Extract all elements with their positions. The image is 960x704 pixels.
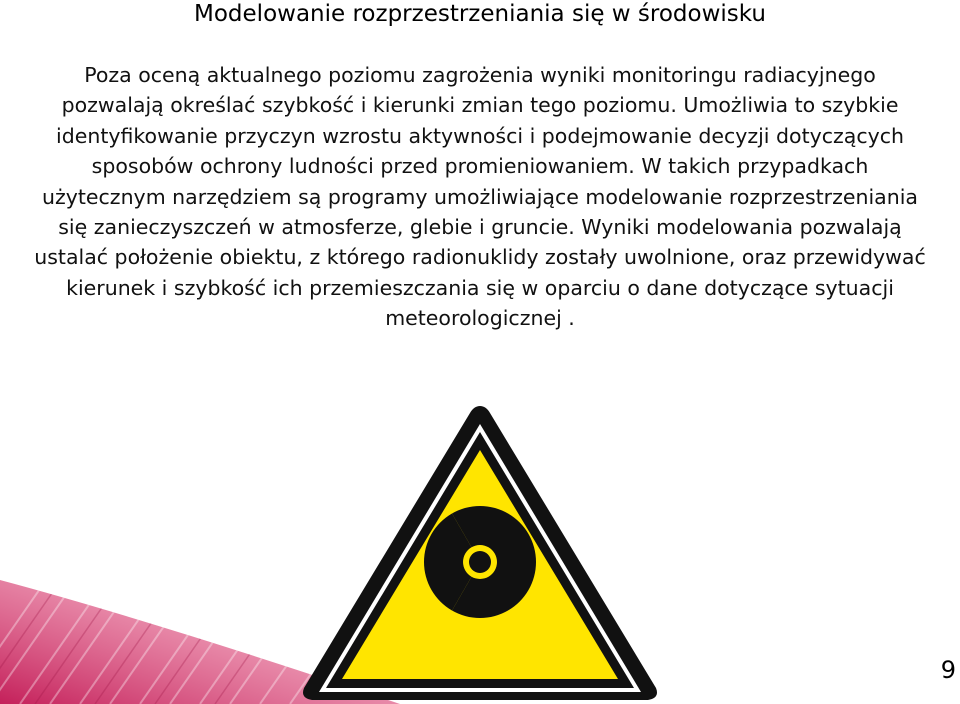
page-number: 9 bbox=[940, 656, 956, 684]
radiation-warning-icon bbox=[298, 402, 662, 704]
slide-title: Modelowanie rozprzestrzeniania się w środowisku bbox=[194, 1, 766, 27]
slide-body-text: Poza oceną aktualnego poziomu zagrożenia wyniki monitoringu radiacyjnego pozwalają określać szybkość i kierunki zmian tego poziomu. Umożliwia to szybkie identyfikowanie przyczyn wzrostu aktywności i podejmowanie decyzji dotyczących sposobów ochrony ludności przed promieniowaniem. W takich przypadkach użytecznym narzędziem są programy umożliwiające modelowanie rozprzestrzeniania się zanieczyszczeń w atmosferze, glebie i gruncie. Wyniki modelowania pozwalają ustalać położenie obiektu, z którego radionuklidy zostały uwolnione, oraz przewidywać kierunek i szybkość ich przemieszczania się w oparciu o dane dotyczące sytuacji meteorologicznej . bbox=[34, 63, 926, 331]
